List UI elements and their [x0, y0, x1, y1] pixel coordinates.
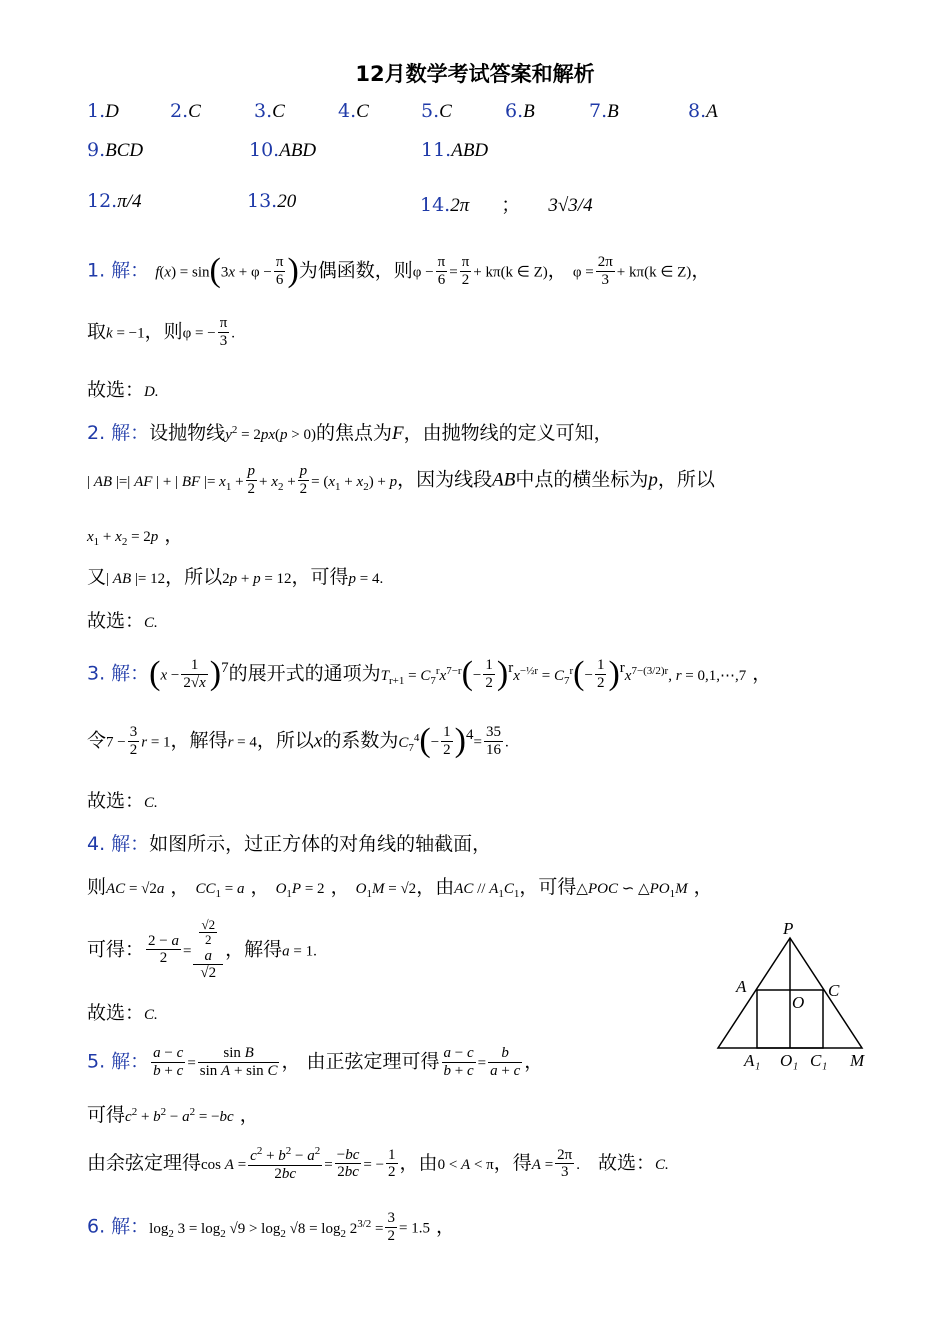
- answer-3: 3.C: [254, 100, 285, 122]
- cross-section-figure: [712, 920, 882, 1075]
- solution-2-choice: 故选：C.: [87, 610, 158, 632]
- solution-5-line-3: 由余弦定理得cos A = $\frac{c^2 + b^2 - a^2}{2bc}$ = $\frac{-bc}{2bc}$ = − $\frac{1}{2}$ ，由0 < A < π，得A = $\frac{2\pi}{3}$ . 故选：C.: [87, 1145, 669, 1182]
- answer-11: 11.ABD: [421, 139, 489, 161]
- solution-1-line-2: 取k = −1，则φ = − $\frac{\pi}{3}$ .: [87, 315, 236, 349]
- label-M: M: [850, 1051, 865, 1070]
- label-C1: C₁: [810, 1051, 828, 1070]
- label-O: O: [792, 993, 805, 1012]
- answer-10: 10.ABD: [249, 139, 317, 161]
- answer-7: 7.B: [589, 100, 619, 122]
- answer-14: 14.2π ； 3√3/4: [420, 194, 593, 216]
- solution-2-line-4: 又| AB |= 12，所以2p + p = 12，可得p = 4.: [87, 566, 384, 588]
- solution-1-line-1: 1. 解： f(x) = sin(3x + φ − $\frac{\pi}{6}$ )为偶函数，则φ − $\frac{\pi}{6}$ = $\frac{\pi}{2}$ + kπ(k ∈ Z)， φ = $\frac{2\pi}{3}$ + kπ(k ∈ Z)，: [87, 252, 711, 289]
- answer-9: 9.BCD: [87, 139, 144, 161]
- answer-2: 2.C: [170, 100, 201, 122]
- answer-4: 4.C: [338, 100, 369, 122]
- solution-4-line-2: 则AC = √2a ， $CC_1 = a$ ， $O_1P = 2$ ， $O_1M = √2$，由AC // $A_1C_1$，可得△POC ∽ $\triangle PO_1M$ ，: [87, 876, 713, 900]
- label-C: C: [828, 981, 840, 1000]
- solution-3-line-1: 3. 解：(x − $\frac{1}{2√x}$ )$^7$的展开式的通项为$T_{r+1} = C_7^rx^{7-r}(-$ $\frac{1}{2}$ )$^rx^{-\frac{1}{2}r} = C_7^r(-$ $\frac{1}{2}$ )$^rx^{7-(3/2)r}$, r = 0,1,⋯,7 ，: [87, 655, 772, 692]
- label-A1: A₁: [744, 1051, 761, 1070]
- label-O1: O₁: [780, 1051, 799, 1070]
- solution-4-choice: 故选：C.: [87, 1002, 158, 1024]
- answer-12: 12.π/4: [87, 190, 142, 212]
- solution-2-line-1: 2. 解：设抛物线$y^2 = 2px(p > 0)$的焦点为F，由抛物线的定义可知，: [87, 422, 613, 444]
- label-A: A: [736, 977, 747, 996]
- solution-2-line-3: $x_1 + x_2 = 2p$ ，: [87, 524, 184, 548]
- solution-3-line-2: 令7 − $\frac{3}{2}$ r = 1，解得r = 4，所以x的系数为$C_7^4(-$ $\frac{1}{2}$ )$^4$= $\frac{35}{16}$ .: [87, 722, 509, 759]
- page-title: 12月数学考试答案和解析: [355, 62, 595, 86]
- answer-5: 5.C: [421, 100, 452, 122]
- solution-2-line-2: | AB |=| AF | + | BF |= $x_1$ + $\frac{p}{2}$ + $x_2$ + $\frac{p}{2}$ = $(x_1 + x_2) + p$，因为线段AB中点的横坐标为p，所以: [87, 463, 715, 497]
- answer-14-second: 3√3/4: [548, 195, 593, 216]
- solution-4-line-1: 4. 解：如图所示，过正方体的对角线的轴截面，: [87, 833, 492, 855]
- label-P: P: [783, 920, 794, 938]
- solution-6-line-1: 6. 解：$\log_2 3 = \log_2 √9 > \log_2 √8 = \log_2 2^{3/2}$ = $\frac{3}{2}$ = 1.5 ，: [87, 1210, 455, 1244]
- solution-1-choice: 故选：D.: [87, 379, 159, 401]
- solution-4-line-3: 可得： $\frac{2 - a}{2}$ = √2 2 a √2 ，解得a = 1.: [87, 917, 317, 982]
- solution-3-choice: 故选：C.: [87, 790, 158, 812]
- answer-6: 6.B: [505, 100, 535, 122]
- solution-5-line-1: 5. 解： $\frac{a - c}{b + c}$ = $\frac{\text{sin B}}{\text{sin A + sin C}}$ ， 由正弦定理可得 $\frac{a - c}{b + c}$ = $\frac{b}{a + c}$ ，: [87, 1045, 544, 1079]
- answer-1: 1.D: [87, 100, 119, 122]
- answer-13: 13.20: [247, 190, 297, 212]
- answer-8: 8.A: [688, 100, 718, 122]
- solution-5-line-2: 可得$c^2 + b^2 - a^2 = -bc$ ，: [87, 1104, 259, 1126]
